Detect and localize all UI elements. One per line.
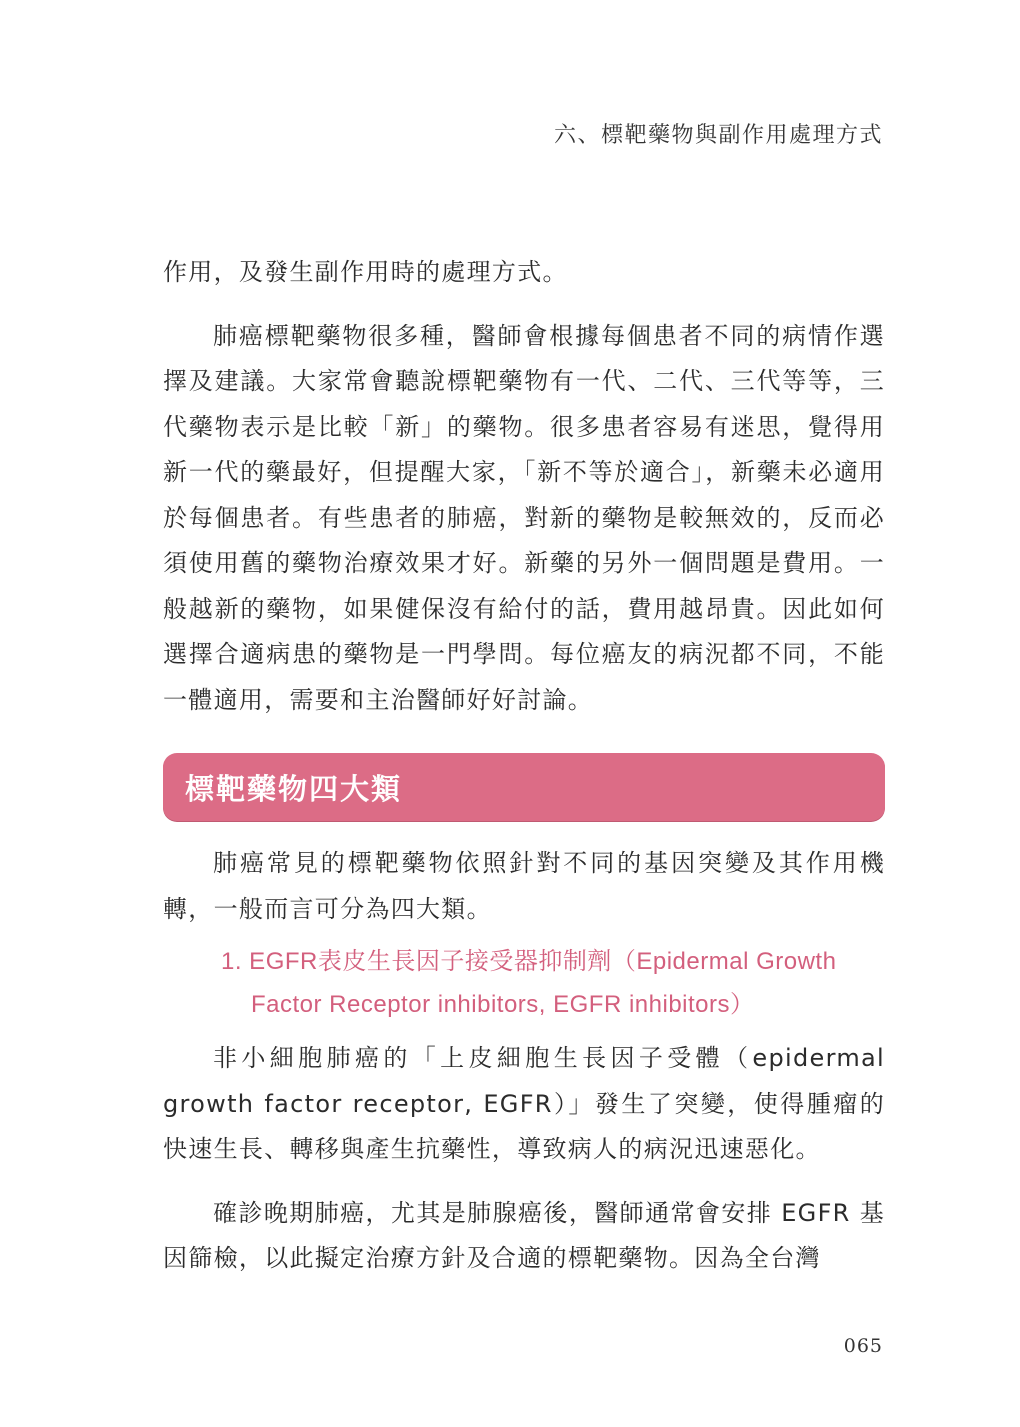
paragraph-categories: 肺癌常見的標靶藥物依照針對不同的基因突變及其作用機轉，一般而言可分為四大類。: [163, 849, 885, 923]
paragraph-intro: 作用，及發生副作用時的處理方式。: [163, 258, 568, 286]
section-banner: [163, 753, 885, 821]
paragraph-overview: 肺癌標靶藥物很多種，醫師會根據每個患者不同的病情作選擇及建議。大家常會聽說標靶藥物有一代、二代、三代等等，三代藥物表示是比較「新」的藥物。很多患者容易有迷思，覺得用新一代的藥最好，但提醒大家，「新不等於適合」，新藥未必適用於每個患者。有些患者的肺癌，對新的藥物是較無效的，反而必須使用舊的藥物治療效果才好。新藥的另外一個問題是費用。一般越新的藥物，如果健保沒有給付的話，費用越昂貴。因此如何選擇合適病患的藥物是一門學問。每位癌友的病況都不同，不能一體適用，需要和主治醫師好好討論。: [163, 321, 885, 714]
paragraph-egfr: 非小細胞肺癌的「上皮細胞生長因子受體（epidermal growth factor receptor, EGFR）」發生了突變，使得腫瘤的快速生長、轉移與產生抗藥性，導致病人的病況迅速惡化。: [163, 1044, 885, 1163]
page-number: 065: [843, 1335, 883, 1357]
page-body: [163, 250, 885, 1282]
subheading-egfr: 1. EGFR表皮生長因子接受器抑制劑（Epidermal Growth Factor Receptor inhibitors, EGFR inhibitors）: [221, 948, 837, 1018]
section-title: 標靶藥物四大類: [185, 771, 403, 806]
paragraph-diagnosis: 確診晚期肺癌，尤其是肺腺癌後，醫師通常會安排 EGFR 基因篩檢，以此擬定治療方針及合適的標靶藥物。因為全台灣: [163, 1198, 885, 1272]
running-header: 六、標靶藥物與副作用處理方式: [553, 123, 883, 148]
